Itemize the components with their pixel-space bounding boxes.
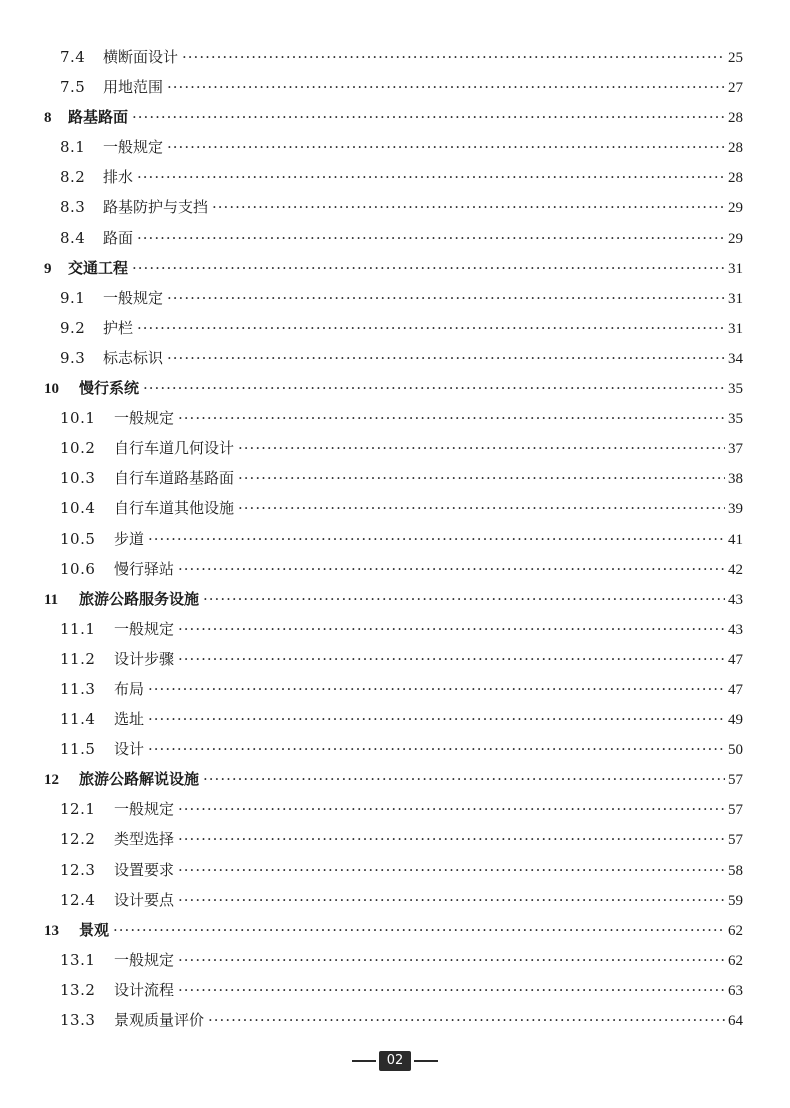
toc-entry-title: 标志标识: [103, 348, 164, 367]
toc-entry-page: 59: [728, 892, 743, 909]
toc-section-entry[interactable]: [0, 1005, 790, 1035]
toc-entry-title: 路面: [103, 228, 134, 247]
toc-dot-leader: [135, 162, 725, 192]
toc-entry-page: 29: [728, 230, 743, 247]
toc-section-entry[interactable]: [0, 192, 790, 222]
toc-chapter-entry[interactable]: [0, 764, 790, 794]
toc-section-entry[interactable]: [0, 524, 790, 554]
toc-dot-leader: [176, 644, 725, 674]
toc-entry-page: 47: [728, 651, 743, 668]
toc-entry-title: 护栏: [103, 318, 134, 337]
toc-entry-number: 8.1: [60, 138, 86, 157]
toc-entry-number: 11.2: [60, 649, 96, 668]
toc-section-entry[interactable]: [0, 885, 790, 915]
toc-entry-page: 35: [728, 411, 743, 428]
toc-section-entry[interactable]: [0, 734, 790, 764]
toc-entry-title: 交通工程: [68, 258, 129, 277]
toc-entry-number: 12.3: [60, 860, 96, 879]
toc-entry-title: 自行车道其他设施: [114, 499, 235, 518]
toc-section-entry[interactable]: [0, 343, 790, 373]
toc-entry-page: 42: [728, 561, 743, 578]
toc-entry-page: 57: [728, 802, 743, 819]
toc-entry-page: 34: [728, 350, 743, 367]
toc-section-entry[interactable]: [0, 493, 790, 523]
toc-section-entry[interactable]: [0, 433, 790, 463]
toc-dot-leader: [176, 855, 725, 885]
toc-entry-page: 62: [728, 952, 743, 969]
toc-entry-number: 9.2: [60, 318, 86, 337]
toc-entry-title: 一般规定: [114, 619, 175, 638]
toc-dot-leader: [176, 945, 725, 975]
toc-entry-title: 排水: [103, 168, 134, 187]
toc-entry-title: 慢行系统: [79, 379, 140, 398]
toc-entry-page: 31: [728, 260, 743, 277]
toc-entry-page: 57: [728, 772, 743, 789]
toc-dot-leader: [146, 734, 725, 764]
toc-entry-title: 设计流程: [114, 980, 175, 999]
toc-dot-leader: [236, 433, 725, 463]
toc-dot-leader: [176, 885, 725, 915]
toc-entry-title: 景观质量评价: [114, 1011, 205, 1029]
toc-dot-leader: [141, 373, 725, 403]
toc-entry-title: 设计: [114, 740, 145, 759]
toc-entry-page: 58: [728, 862, 743, 879]
toc-entry-title: 一般规定: [114, 409, 175, 428]
toc-entry-title: 自行车道路基路面: [114, 469, 235, 488]
toc-section-entry[interactable]: [0, 463, 790, 493]
toc-entry-number: 10.2: [60, 439, 96, 458]
toc-dot-leader: [176, 554, 725, 584]
toc-entry-page: 57: [728, 832, 743, 849]
toc-dot-leader: [176, 403, 725, 433]
toc-entry-title: 一般规定: [103, 288, 164, 307]
toc-entry-number: 11.5: [60, 740, 96, 759]
toc-section-entry[interactable]: [0, 855, 790, 885]
toc-entry-page: 35: [728, 381, 743, 398]
toc-dot-leader: [176, 794, 725, 824]
toc-dot-leader: [176, 975, 725, 1005]
toc-entry-page: 43: [728, 621, 743, 638]
toc-dot-leader: [146, 674, 725, 704]
toc-section-entry[interactable]: [0, 975, 790, 1005]
toc-dot-leader: [146, 704, 725, 734]
toc-entry-number: 11.4: [60, 710, 96, 729]
toc-dot-leader: [135, 313, 725, 343]
toc-entry-page: 28: [728, 140, 743, 157]
toc-entry-page: 47: [728, 681, 743, 698]
toc-entry-number: 11: [44, 591, 59, 608]
toc-entry-title: 路基防护与支挡: [103, 198, 209, 217]
toc-entry-number: 13.3: [60, 1011, 96, 1029]
toc-entry-page: 31: [728, 320, 743, 337]
toc-section-entry[interactable]: [0, 162, 790, 192]
toc-entry-page: 38: [728, 471, 743, 488]
toc-entry-title: 自行车道几何设计: [114, 439, 235, 458]
toc-dot-leader: [130, 253, 725, 283]
toc-entry-page: 49: [728, 712, 743, 729]
toc-dot-leader: [135, 223, 725, 253]
toc-entry-title: 类型选择: [114, 830, 175, 849]
toc-section-entry[interactable]: [0, 403, 790, 433]
toc-dot-leader: [236, 463, 725, 493]
page-footer: [0, 1049, 790, 1073]
toc-section-entry[interactable]: [0, 704, 790, 734]
toc-dot-leader: [165, 343, 725, 373]
toc-entry-number: 9.1: [60, 288, 86, 307]
toc-dot-leader: [165, 132, 725, 162]
toc-section-entry[interactable]: [0, 283, 790, 313]
toc-entry-title: 慢行驿站: [114, 559, 175, 578]
toc-dot-leader: [210, 192, 725, 222]
toc-dot-leader: [201, 764, 725, 794]
toc-entry-number: 8.3: [60, 198, 86, 217]
toc-dot-leader: [180, 42, 725, 72]
table-of-contents: [0, 42, 790, 1035]
toc-entry-number: 11.1: [60, 619, 96, 638]
toc-entry-number: 10.5: [60, 529, 96, 548]
toc-chapter-entry[interactable]: [0, 253, 790, 283]
toc-entry-page: 29: [728, 200, 743, 217]
toc-entry-number: 12.2: [60, 830, 96, 849]
toc-dot-leader: [176, 824, 725, 854]
toc-entry-page: 28: [728, 170, 743, 187]
toc-section-entry[interactable]: [0, 42, 790, 72]
footer-rule-right: [414, 1060, 438, 1062]
toc-entry-title: 用地范围: [103, 78, 164, 97]
toc-section-entry[interactable]: [0, 313, 790, 343]
toc-entry-page: 64: [728, 1013, 743, 1029]
toc-entry-page: 62: [728, 922, 743, 939]
toc-entry-title: 布局: [114, 679, 145, 698]
toc-entry-page: 39: [728, 501, 743, 518]
toc-entry-title: 设置要求: [114, 860, 175, 879]
toc-entry-number: 12.1: [60, 800, 96, 819]
toc-dot-leader: [165, 72, 725, 102]
toc-entry-number: 9.3: [60, 348, 86, 367]
toc-section-entry[interactable]: [0, 824, 790, 854]
toc-entry-number: 8.4: [60, 228, 86, 247]
toc-entry-number: 11.3: [60, 679, 96, 698]
toc-section-entry[interactable]: [0, 72, 790, 102]
toc-entry-page: 43: [728, 591, 743, 608]
toc-entry-number: 12.4: [60, 890, 96, 909]
toc-dot-leader: [111, 915, 725, 945]
toc-entry-number: 12: [44, 772, 59, 789]
toc-section-entry[interactable]: [0, 614, 790, 644]
toc-section-entry[interactable]: [0, 132, 790, 162]
toc-entry-number: 13: [44, 922, 59, 939]
toc-dot-leader: [130, 102, 725, 132]
toc-section-entry[interactable]: [0, 674, 790, 704]
toc-entry-title: 横断面设计: [103, 48, 179, 66]
toc-entry-title: 一般规定: [114, 800, 175, 819]
toc-entry-title: 路基路面: [68, 108, 129, 127]
toc-entry-number: 9: [44, 260, 52, 277]
toc-entry-page: 28: [728, 110, 743, 127]
toc-dot-leader: [165, 283, 725, 313]
toc-entry-page: 31: [728, 290, 743, 307]
toc-entry-number: 10.6: [60, 559, 96, 578]
toc-entry-number: 7.4: [60, 48, 86, 66]
toc-chapter-entry[interactable]: [0, 915, 790, 945]
toc-entry-number: 10.3: [60, 469, 96, 488]
toc-entry-number: 13.1: [60, 950, 96, 969]
toc-entry-page: 25: [728, 50, 743, 66]
toc-entry-number: 10.1: [60, 409, 96, 428]
toc-entry-number: 7.5: [60, 78, 86, 97]
toc-chapter-entry[interactable]: [0, 584, 790, 614]
toc-section-entry[interactable]: [0, 554, 790, 584]
toc-entry-number: 13.2: [60, 980, 96, 999]
toc-entry-title: 步道: [114, 529, 145, 548]
footer-rule-left: [352, 1060, 376, 1062]
toc-entry-page: 37: [728, 441, 743, 458]
toc-dot-leader: [201, 584, 725, 614]
toc-entry-title: 设计步骤: [114, 649, 175, 668]
toc-entry-page: 27: [728, 80, 743, 97]
toc-entry-number: 10.4: [60, 499, 96, 518]
toc-entry-title: 一般规定: [103, 138, 164, 157]
toc-entry-title: 设计要点: [114, 890, 175, 909]
toc-section-entry[interactable]: [0, 794, 790, 824]
toc-section-entry[interactable]: [0, 644, 790, 674]
page-number-badge: 02: [379, 1051, 412, 1071]
toc-entry-page: 63: [728, 982, 743, 999]
toc-entry-title: 景观: [79, 920, 110, 939]
toc-section-entry[interactable]: [0, 223, 790, 253]
toc-entry-page: 50: [728, 742, 743, 759]
toc-entry-page: 41: [728, 531, 743, 548]
toc-entry-title: 选址: [114, 710, 145, 729]
toc-entry-title: 旅游公路解说设施: [79, 770, 200, 789]
toc-chapter-entry[interactable]: [0, 373, 790, 403]
toc-entry-number: 10: [44, 381, 59, 398]
toc-entry-title: 一般规定: [114, 950, 175, 969]
toc-dot-leader: [176, 614, 725, 644]
toc-entry-number: 8: [44, 110, 52, 127]
toc-entry-number: 8.2: [60, 168, 86, 187]
toc-dot-leader: [236, 493, 725, 523]
toc-section-entry[interactable]: [0, 945, 790, 975]
toc-dot-leader: [146, 524, 725, 554]
toc-entry-title: 旅游公路服务设施: [79, 589, 200, 608]
toc-chapter-entry[interactable]: [0, 102, 790, 132]
toc-dot-leader: [206, 1005, 725, 1035]
